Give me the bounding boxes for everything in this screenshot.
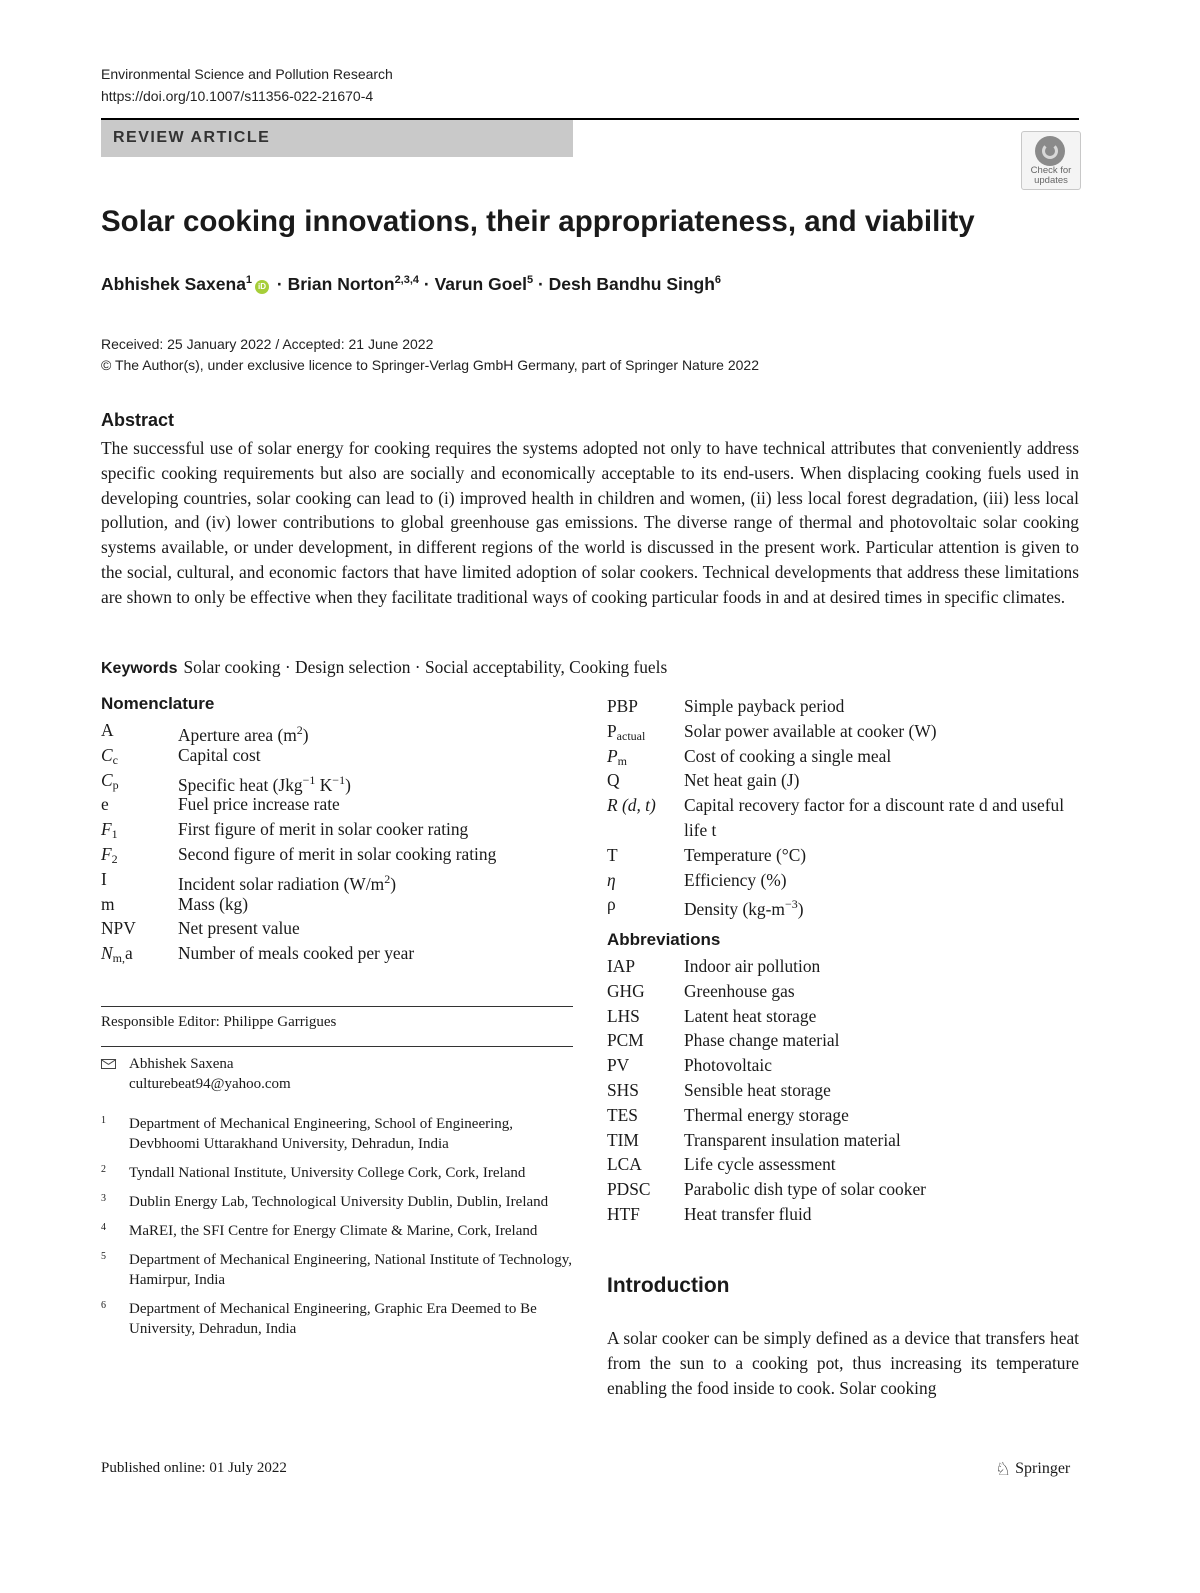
abbreviation-term: GHG: [607, 980, 645, 1001]
affiliation-item: [101, 1299, 573, 1339]
check-updates-icon: [1035, 136, 1065, 166]
nomenclature-row: [607, 744, 1079, 769]
journal-name: Environmental Science and Pollution Research: [101, 66, 393, 82]
definition-text: Cost of cooking a single meal: [684, 745, 892, 766]
definition-text: Mass (kg): [178, 893, 249, 914]
abbreviation-row: [607, 1053, 1079, 1078]
definition-text: Capital cost: [178, 744, 261, 765]
footnote-rule: [101, 1046, 573, 1047]
abbreviation-term: LHS: [607, 1005, 640, 1026]
abbreviation-row: [607, 1152, 1079, 1177]
nomenclature-term: [101, 941, 133, 971]
responsible-editor: Responsible Editor: Philippe Garrigues: [101, 1014, 337, 1030]
definition-text: Aperture area (m: [178, 725, 297, 745]
term-subscript: m,: [112, 951, 125, 966]
publisher-logo: [995, 1459, 1070, 1480]
nomenclature-row: [101, 718, 571, 743]
term-subscript: c: [112, 752, 118, 767]
abbreviation-row: [607, 1078, 1079, 1103]
nomenclature-definition: [684, 744, 1079, 769]
contact-email[interactable]: culturebeat94@yahoo.com: [129, 1076, 291, 1092]
term-symbol: N: [101, 943, 113, 964]
nomenclature-row: [607, 694, 1079, 719]
definition-text: Temperature (°C): [684, 844, 807, 865]
term-symbol: ρ: [607, 894, 616, 915]
nomenclature-definition: [178, 792, 340, 817]
term-subscript: 1: [111, 827, 118, 842]
introduction-heading: Introduction: [607, 1274, 730, 1297]
abbreviation-definition: Indoor air pollution: [684, 956, 821, 976]
nomenclature-definition: [684, 892, 1079, 922]
definition-text: Net present value: [178, 918, 300, 939]
article-type-banner: [101, 120, 573, 157]
keywords-label: Keywords: [101, 660, 178, 677]
affiliation-item: [101, 1192, 573, 1212]
term-symbol: m: [101, 893, 115, 914]
nomenclature-definition: [684, 868, 1079, 893]
nomenclature-heading: Nomenclature: [101, 694, 215, 713]
nomenclature-row: [607, 843, 1079, 868]
nomenclature-term: [101, 718, 114, 743]
nomenclature-definition: [178, 817, 468, 842]
term-symbol: NPV: [101, 918, 136, 939]
article-dates: [101, 334, 759, 376]
nomenclature-list-right: [607, 694, 1079, 920]
abbreviation-term: PV: [607, 1055, 630, 1076]
introduction-body: A solar cooker can be simply defined as a device that transfers heat from the sun to a cooking pot, thus increasing its temperature enabling the food inside to cook. Solar cooking: [607, 1328, 1079, 1398]
abbreviation-definition: Heat transfer fluid: [684, 1203, 812, 1224]
abbreviation-term: HTF: [607, 1203, 640, 1224]
affiliation-number: 5: [101, 1251, 106, 1262]
term-symbol: C: [101, 769, 113, 790]
nomenclature-row: [101, 817, 571, 842]
affiliation-number: 3: [101, 1193, 106, 1204]
term-symbol: η: [607, 869, 616, 890]
abbreviations-list: [607, 954, 1079, 1227]
abbreviation-row: [607, 954, 1079, 979]
definition-superscript: −1: [332, 772, 346, 787]
author-affiliation-marker: 6: [714, 274, 722, 287]
nomenclature-term: [607, 694, 638, 719]
definition-superscript: 2: [296, 723, 303, 737]
nomenclature-row: [607, 793, 1079, 843]
nomenclature-definition: [178, 892, 248, 917]
keywords: [101, 657, 667, 678]
term-symbol: P: [607, 745, 618, 766]
article-title: Solar cooking innovations, their appropriateness, and viability: [101, 205, 975, 238]
abstract-heading: Abstract: [101, 410, 175, 430]
envelope-icon: [101, 1059, 116, 1069]
author-name: Desh Bandhu Singh: [548, 274, 715, 294]
nomenclature-row: [607, 768, 1079, 793]
author-separator: ·: [272, 274, 288, 294]
author-affiliation-marker: 1: [245, 274, 253, 287]
author-affiliation-marker: 2,3,4: [394, 274, 420, 287]
nomenclature-term: [607, 793, 656, 818]
definition-text: Number of meals cooked per year: [178, 943, 415, 964]
nomenclature-row: [101, 768, 571, 793]
nomenclature-list-left: [101, 718, 571, 966]
nomenclature-term: [101, 867, 107, 892]
received-accepted: Received: 25 January 2022 / Accepted: 21 June 2022: [101, 336, 434, 352]
abbreviations-heading: Abbreviations: [607, 930, 721, 949]
author-separator: ·: [419, 274, 435, 294]
definition-text: Efficiency (%): [684, 869, 787, 890]
abbreviation-row: [607, 1103, 1079, 1128]
abbreviation-row: [607, 1028, 1079, 1053]
definition-superscript: −1: [302, 772, 316, 787]
nomenclature-definition: [684, 843, 1079, 868]
definition-text: First figure of merit in solar cooker rating: [178, 819, 469, 840]
orcid-icon[interactable]: iD: [255, 280, 269, 294]
abbreviation-definition: Parabolic dish type of solar cooker: [684, 1179, 926, 1200]
definition-text: Simple payback period: [684, 696, 845, 716]
affiliation-number: 2: [101, 1164, 106, 1175]
abbreviation-definition: Thermal energy storage: [684, 1104, 849, 1125]
term-subscript: actual: [616, 728, 646, 743]
nomenclature-term: [101, 892, 115, 917]
check-updates-label: Check for updates: [1030, 165, 1072, 186]
keywords-text: Solar cooking · Design selection · Social acceptability, Cooking fuels: [183, 657, 668, 677]
definition-tail: K: [315, 774, 333, 795]
nomenclature-row: [607, 719, 1079, 744]
term-suffix: a: [124, 943, 133, 964]
abbreviation-definition: Transparent insulation material: [684, 1129, 901, 1150]
definition-text: Specific heat (Jkg: [178, 774, 303, 795]
nomenclature-row: [101, 867, 571, 892]
springer-horse-icon: ♘: [995, 1459, 1012, 1479]
definition-text: Second figure of merit in solar cooking rating: [178, 843, 497, 864]
definition-tail: ): [390, 873, 396, 894]
nomenclature-definition: [178, 916, 300, 941]
affiliations-list: [101, 1114, 573, 1348]
nomenclature-row: [101, 892, 571, 917]
term-symbol: F: [101, 819, 112, 840]
definition-superscript: 2: [384, 871, 391, 886]
term-symbol: R (d, t): [607, 795, 656, 816]
definition-tail: ): [345, 774, 351, 795]
affiliation-text: MaREI, the SFI Centre for Energy Climate & Marine, Cork, Ireland: [129, 1223, 538, 1239]
author-name: Brian Norton: [287, 274, 395, 294]
nomenclature-definition: [178, 842, 496, 867]
abbreviation-term: PDSC: [607, 1179, 651, 1200]
affiliation-item: [101, 1221, 573, 1241]
nomenclature-definition: [684, 719, 1079, 744]
nomenclature-definition: [178, 941, 414, 966]
term-symbol: C: [101, 744, 113, 765]
term-symbol: T: [607, 844, 618, 865]
abbreviation-term: TIM: [607, 1129, 639, 1150]
abbreviation-definition: Photovoltaic: [684, 1055, 772, 1076]
nomenclature-row: [101, 842, 571, 867]
definition-superscript: −3: [784, 897, 798, 912]
affiliation-item: [101, 1114, 573, 1154]
term-symbol: A: [101, 720, 114, 740]
abbreviation-row: [607, 979, 1079, 1004]
article-type-label: REVIEW ARTICLE: [113, 129, 271, 146]
nomenclature-term: [101, 792, 109, 817]
abbreviation-term: TES: [607, 1104, 638, 1125]
term-symbol: e: [101, 794, 109, 815]
definition-tail: ): [302, 725, 309, 745]
contact-name: Abhishek Saxena: [129, 1056, 234, 1072]
abbreviation-row: [607, 1177, 1079, 1202]
journal-header: [101, 63, 393, 107]
definition-tail: ): [797, 899, 804, 920]
author-name: Abhishek Saxena: [101, 274, 246, 294]
abbreviation-row: [607, 1202, 1079, 1227]
term-subscript: m: [617, 753, 627, 768]
nomenclature-definition: [178, 743, 261, 768]
abstract-body: The successful use of solar energy for cooking requires the systems adopted not only to have technical attributes that conveniently address specific cooking requirements but also are socially and economically acceptable to its end-users. When displacing cooking fuels used in developing countries, solar cooking can lead to (i) improved health in children and women, (ii) less local forest degradation, (iii) less local pollution, and (iv) lower contributions to global greenhouse gas emissions. The diverse range of thermal and photovoltaic solar cooking systems available, or under development, in different regions of the world is discussed in the present work. Particular attention is given to the social, cultural, and economic factors that have limited adoption of solar cookers. Technical developments that address these limitations are shown to only be effective when they facilitate traditional ways of cooking particular foods in and at desired times in specific climates.: [101, 438, 1079, 607]
affiliation-number: 4: [101, 1222, 106, 1233]
abbreviation-term: PCM: [607, 1030, 644, 1051]
nomenclature-term: [607, 868, 616, 893]
affiliation-number: 6: [101, 1300, 106, 1311]
abbreviation-definition: Life cycle assessment: [684, 1154, 836, 1175]
affiliation-text: Tyndall National Institute, University College Cork, Cork, Ireland: [129, 1165, 526, 1181]
nomenclature-row: [607, 868, 1079, 893]
term-subscript: p: [112, 777, 119, 792]
nomenclature-row: [101, 941, 571, 966]
term-symbol: Q: [607, 770, 620, 791]
term-symbol: F: [101, 843, 112, 864]
abbreviation-term: SHS: [607, 1079, 639, 1100]
nomenclature-definition: [684, 768, 1079, 793]
nomenclature-term: [607, 768, 620, 793]
definition-text: Net heat gain (J): [684, 770, 800, 791]
nomenclature-term: [101, 916, 136, 941]
publisher-name: Springer: [1015, 1460, 1071, 1477]
affiliation-text: Dublin Energy Lab, Technological University Dublin, Dublin, Ireland: [129, 1194, 549, 1210]
abbreviation-definition: Sensible heat storage: [684, 1079, 831, 1100]
footnote-rule: [101, 1006, 573, 1007]
author-name: Varun Goel: [434, 274, 527, 294]
abbreviation-definition: Phase change material: [684, 1030, 840, 1051]
affiliation-text: Department of Mechanical Engineering, School of Engineering, Devbhoomi Uttarakhand University, Dehradun, India: [129, 1116, 514, 1152]
definition-text: Fuel price increase rate: [178, 794, 340, 815]
author-separator: ·: [533, 274, 549, 294]
definition-text: Solar power available at cooker (W): [684, 720, 937, 741]
copyright-notice: © The Author(s), under exclusive licence to Springer-Verlag GmbH Germany, part of Springer Nature 2022: [101, 357, 759, 373]
affiliation-item: [101, 1250, 573, 1290]
term-symbol: P: [607, 720, 617, 741]
nomenclature-row: [101, 743, 571, 768]
doi-link[interactable]: https://doi.org/10.1007/s11356-022-21670-4: [101, 88, 374, 104]
definition-text: Capital recovery factor for a discount rate d and useful life t: [684, 795, 1065, 840]
nomenclature-row: [101, 792, 571, 817]
abbreviation-row: [607, 1128, 1079, 1153]
author-list: [101, 274, 721, 295]
nomenclature-term: [607, 892, 616, 917]
abbreviation-term: IAP: [607, 956, 636, 976]
nomenclature-definition: [684, 694, 1079, 719]
affiliation-number: 1: [101, 1115, 106, 1126]
nomenclature-definition: [684, 793, 1079, 843]
nomenclature-row: [607, 892, 1079, 920]
author-affiliation-marker: 5: [526, 274, 534, 287]
abbreviation-term: LCA: [607, 1154, 642, 1175]
affiliation-text: Department of Mechanical Engineering, National Institute of Technology, Hamirpur, India: [129, 1252, 572, 1288]
term-symbol: PBP: [607, 696, 638, 716]
term-subscript: 2: [111, 851, 118, 866]
affiliation-item: [101, 1163, 573, 1183]
published-date: Published online: 01 July 2022: [101, 1460, 287, 1476]
abbreviation-definition: Latent heat storage: [684, 1005, 817, 1026]
check-for-updates-badge[interactable]: [1021, 131, 1081, 190]
affiliation-text: Department of Mechanical Engineering, Graphic Era Deemed to Be University, Dehradun, India: [129, 1301, 537, 1337]
nomenclature-row: [101, 916, 571, 941]
abbreviation-row: [607, 1004, 1079, 1029]
abbreviation-definition: Greenhouse gas: [684, 980, 795, 1001]
term-symbol: I: [101, 868, 107, 889]
nomenclature-term: [607, 843, 618, 868]
definition-text: Incident solar radiation (W/m: [178, 873, 385, 894]
definition-text: Density (kg-m: [684, 899, 785, 920]
